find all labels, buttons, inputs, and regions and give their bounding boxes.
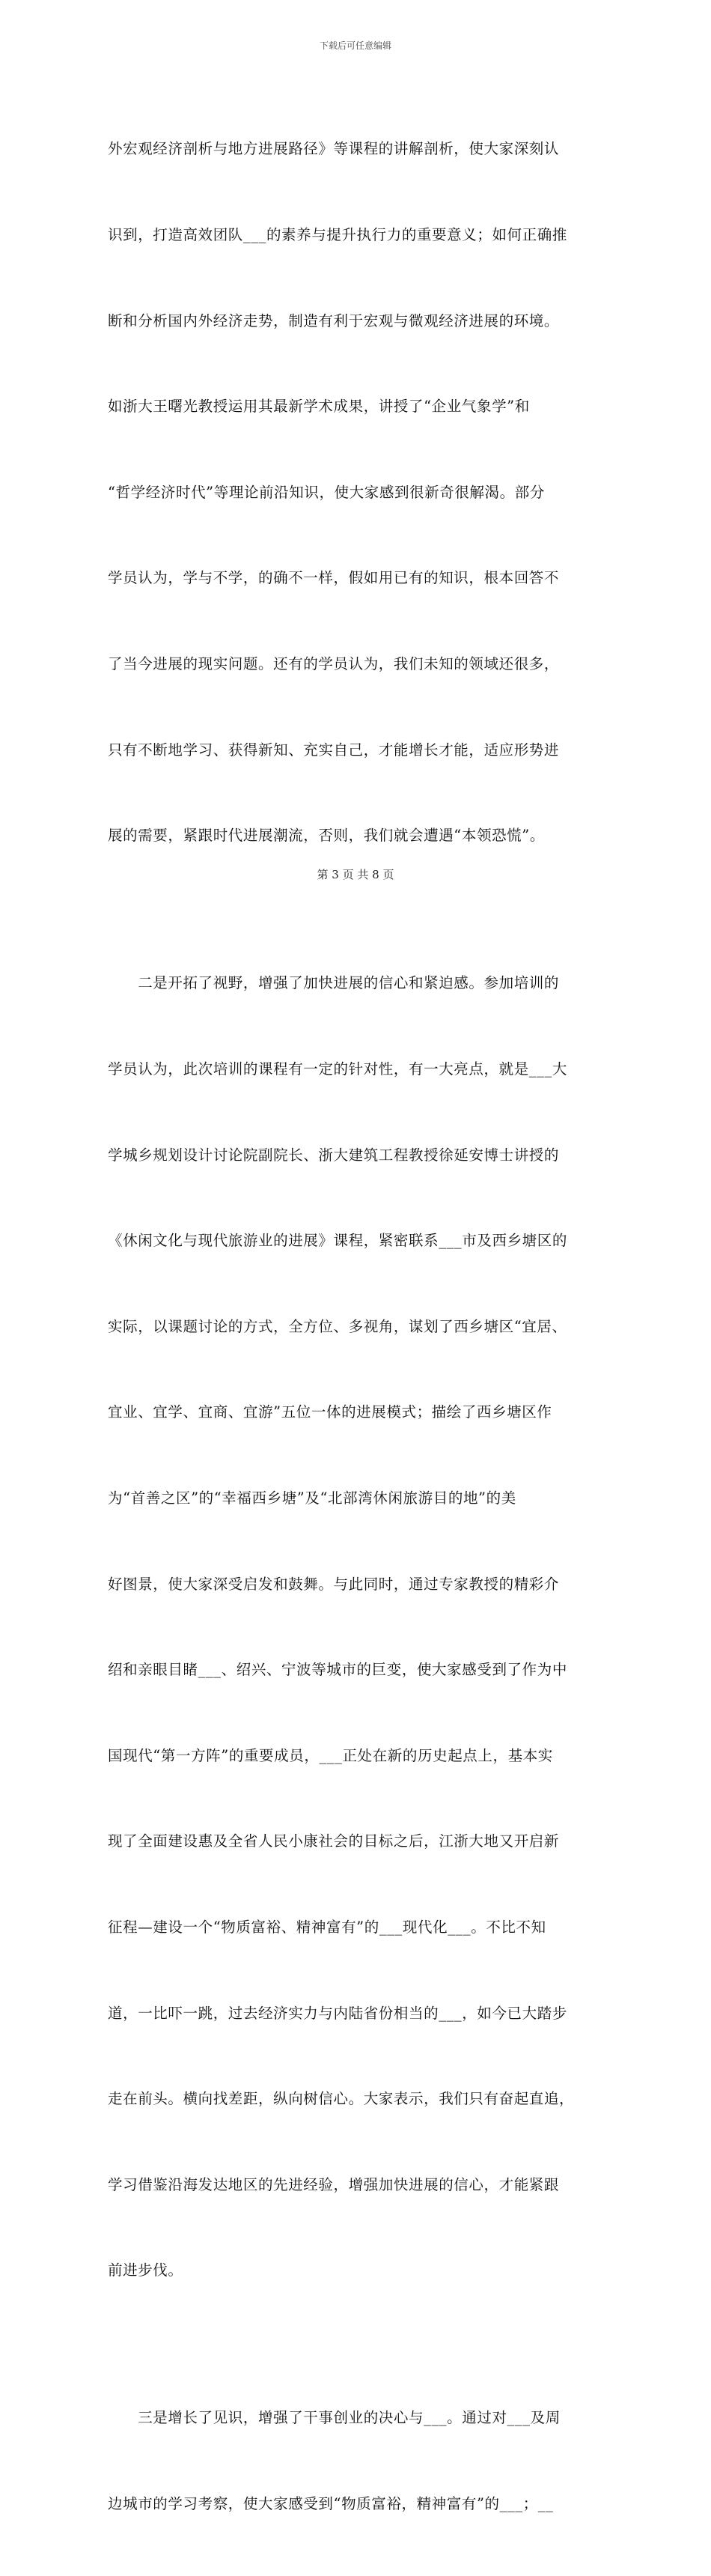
text-line: 国现代“第一方阵”的重要成员，___正处在新的历史起点上，基本实 <box>108 1746 553 1764</box>
text-line: 展的需要，紧跟时代进展潮流，否则，我们就会遭遇“本领恐慌”。 <box>108 827 545 845</box>
paragraph-2 <box>108 912 602 2342</box>
page-header: 下载后可任意编辑 <box>319 40 391 51</box>
text-line: 了当今进展的现实问题。还有的学员认为，我们未知的领域还很多， <box>108 655 560 673</box>
page-number: 第 3 页 共 8 页 <box>317 868 394 881</box>
text-line: 三是增长了见识，增强了干事创业的决心与___。通过对___及周 <box>108 2409 561 2427</box>
text-line: 前进步伐。 <box>108 2261 183 2279</box>
text-line: 断和分析国内外经济走势，制造有利于宏观与微观经济进展的环境。 <box>108 312 560 329</box>
text-line: 边城市的学习考察，使大家感受到“物质富裕，精神富有”的___；__ <box>108 2495 554 2513</box>
text-line: “哲学经济时代”等理论前沿知识，使大家感到很新奇很解渴。部分 <box>108 483 545 501</box>
text-line: 学员认为，学与不学，的确不一样，假如用已有的知识，根本回答不 <box>108 569 560 587</box>
text-line: 现了全面建设惠及全省人民小康社会的目标之后，江浙大地又开启新 <box>108 1832 560 1850</box>
text-line: 道，一比吓一跳，过去经济实力与内陆省份相当的___，如今已大踏步 <box>108 2004 567 2022</box>
text-line: 好图景，使大家深受启发和鼓舞。与此同时，通过专家教授的精彩介 <box>108 1575 560 1593</box>
text-line: 绍和亲眼目睹___、绍兴、宁波等城市的巨变，使大家感受到了作为中 <box>108 1661 567 1679</box>
text-line: 二是开拓了视野，增强了加快进展的信心和紧迫感。参加培训的 <box>108 974 560 992</box>
text-line: 走在前头。横向找差距，纵向树信心。大家表示，我们只有奋起直追， <box>108 2090 575 2108</box>
text-line: 学员认为，此次培训的课程有一定的针对性，有一大亮点，就是___大 <box>108 1060 567 1078</box>
text-line: 征程—建设一个“物质富裕、精神富有”的___现代化___。不比不知 <box>108 1919 546 1936</box>
text-line: 只有不断地学习、获得新知、充实自己，才能增长才能，适应形势进 <box>108 741 560 759</box>
paragraph-1 <box>108 78 602 908</box>
text-line: 学城乡规划设计讨论院副院长、浙大建筑工程教授徐延安博士讲授的 <box>108 1146 560 1164</box>
text-line: 学习借鉴沿海发达地区的先进经验，增强加快进展的信心，才能紧跟 <box>108 2175 560 2193</box>
text-line: 《休闲文化与现代旅游业的进展》课程，紧密联系___市及西乡塘区的 <box>108 1232 567 1250</box>
text-line: 外宏观经济剖析与地方进展路径》等课程的讲解剖析，使大家深刻认 <box>108 140 560 158</box>
text-line: 如浙大王曙光教授运用其最新学术成果，讲授了“企业气象学”和 <box>108 398 530 416</box>
text-line: 识到，打造高效团队___的素养与提升执行力的重要意义；如何正确推 <box>108 226 567 244</box>
text-line: 实际，以课题讨论的方式，全方位、多视角，谋划了西乡塘区“宜居、 <box>108 1317 567 1335</box>
text-line: 宜业、宜学、宜商、宜游”五位一体的进展模式；描绘了西乡塘区作 <box>108 1403 552 1421</box>
text-line: 为“首善之区”的“幸福西乡塘”及“北部湾休闲旅游目的地”的美 <box>108 1489 516 1507</box>
document-body <box>108 78 602 2576</box>
paragraph-3 <box>108 2347 602 2576</box>
